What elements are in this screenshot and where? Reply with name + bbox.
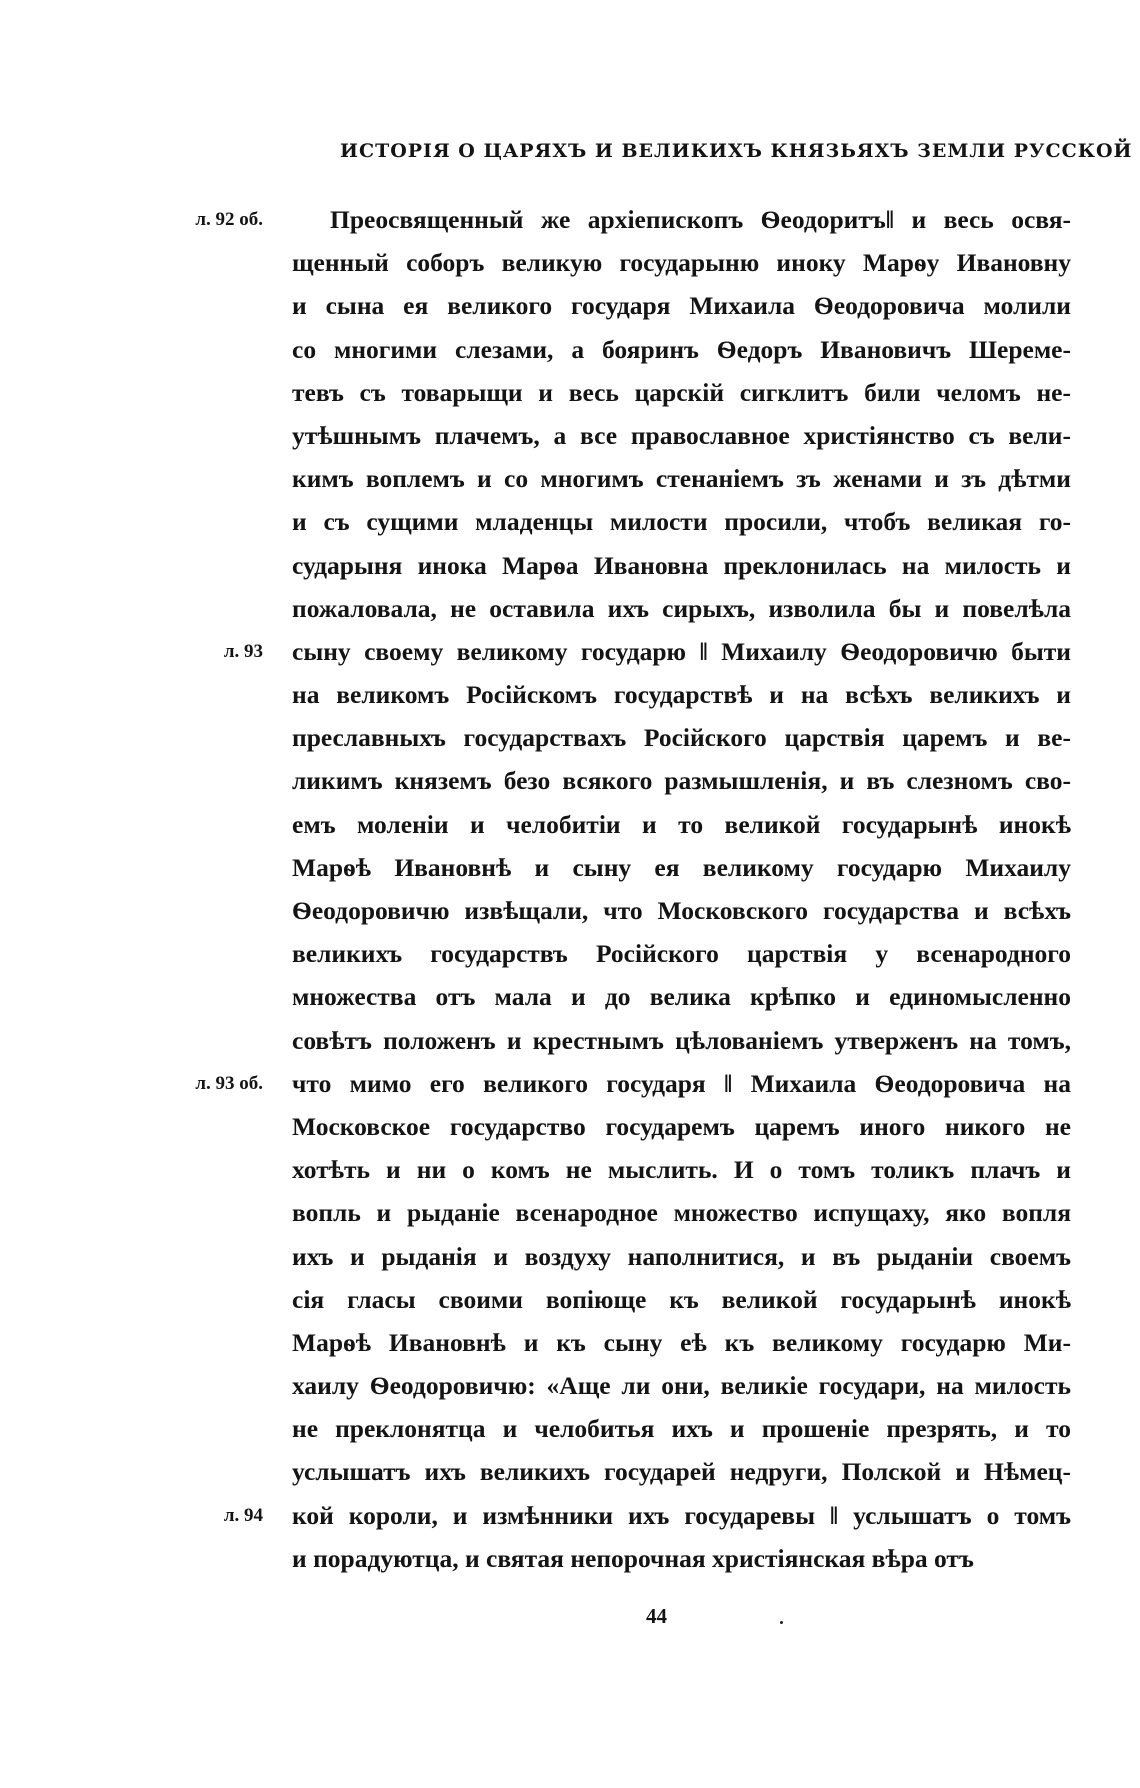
text-line-content: Марѳѣ Ивановнѣ и къ сыну еѣ къ великому государю Ми- [292, 1327, 1071, 1357]
text-line [292, 716, 1071, 759]
text-line [292, 975, 1071, 1018]
text-line [292, 500, 1071, 543]
text-line-content: утѣшнымъ плачемъ, а все православное христіянство съ вели- [292, 420, 1071, 450]
text-line-content: Преосвященный же архіепископъ Ѳеодоритъ‖ и весь освя- [330, 205, 1071, 234]
text-line-content: ихъ и рыданія и воздуху наполнитися, и въ рыданіи своемъ [292, 1241, 1071, 1271]
text-line-content: множества отъ мала и до велика крѣпко и единомысленно [292, 982, 1071, 1012]
folio-margin-note: л. 92 об. [195, 209, 263, 230]
text-line [292, 759, 1071, 802]
text-line [292, 1450, 1071, 1493]
print-speck [780, 1621, 783, 1624]
text-line-content: преславныхъ государствахъ Російского царствія царемъ и ве- [292, 723, 1071, 753]
text-line-content: пожаловала, не оставила ихъ сирыхъ, изволила бы и повелѣла [292, 593, 1071, 623]
text-line [292, 1407, 1071, 1450]
text-line-content: ликимъ княземъ безо всякого размышленія, и въ слезномъ сво- [292, 766, 1071, 796]
text-line-content: сыну своему великому государю ‖ Михаилу Ѳеодоровичю быти [292, 636, 1071, 666]
text-line-content: Московское государство государемъ царемъ иного никого не [292, 1111, 1071, 1141]
text-line-content: сія гласы своими вопіюще къ великой государынѣ инокѣ [292, 1284, 1071, 1314]
text-line [292, 1191, 1071, 1234]
text-line-content: сударыня инока Марѳа Ивановна преклонилась на милость и [292, 550, 1071, 580]
text-line [292, 1019, 1071, 1062]
text-line [292, 1235, 1071, 1278]
text-line-content: не преклонятца и челобитья ихъ и прошеніе презрять, и то [292, 1414, 1071, 1444]
text-line [223, 1494, 1071, 1537]
text-line [292, 371, 1071, 414]
text-line-content: вопль и рыданіе всенародное множество испущаху, яко вопля [292, 1198, 1071, 1228]
text-line-content: услышатъ ихъ великихъ государей недруги, Полской и Нѣмец- [292, 1457, 1071, 1487]
text-line [292, 1321, 1071, 1364]
text-line-content: Марѳѣ Ивановнѣ и сыну ея великому государю Михаилу [292, 852, 1071, 882]
text-line [292, 1105, 1071, 1148]
text-line [292, 803, 1071, 846]
text-line-content: емъ моленіи и челобитіи и то великой государынѣ инокѣ [292, 809, 1071, 839]
text-line [292, 241, 1071, 284]
text-line [195, 198, 1071, 241]
text-line [223, 630, 1071, 673]
text-line [292, 457, 1071, 500]
text-line-content: и сына ея великого государя Михаила Ѳеодоровича молили [292, 291, 1071, 321]
text-line-content: хотѣть и ни о комъ не мыслить. И о томъ толикъ плачъ и [292, 1155, 1071, 1185]
text-line [292, 673, 1071, 716]
text-line [292, 1537, 1071, 1580]
text-line-content: на великомъ Російскомъ государствѣ и на всѣхъ великихъ и [292, 680, 1071, 710]
body-text [195, 198, 1071, 1580]
text-line-content: великихъ государствъ Російского царствія у всенародного [292, 939, 1071, 969]
text-line-content: щенный соборъ великую государыню иноку Марѳу Ивановну [292, 248, 1071, 278]
text-line-content: и порадуютца, и святая непорочная христіянская вѣра отъ [292, 1543, 974, 1573]
text-line [292, 328, 1071, 371]
text-line [292, 414, 1071, 457]
folio-margin-note: л. 93 [223, 640, 263, 662]
page-number: 44 [646, 1604, 667, 1628]
folio-margin-note: л. 94 [223, 1504, 263, 1526]
text-line [292, 846, 1071, 889]
text-line [195, 1062, 1071, 1105]
text-line [292, 544, 1071, 587]
text-line [292, 284, 1071, 327]
folio-margin-note: л. 93 об. [195, 1072, 263, 1094]
running-title: ИСТОРІЯ О ЦАРЯХЪ И ВЕЛИКИХЪ КНЯЗЬЯХЪ ЗЕМЛИ РУССКОЙ [340, 140, 1133, 162]
text-line-content: что мимо его великого государя ‖ Михаила Ѳеодоровича на [292, 1068, 1071, 1098]
text-line-content: и съ сущими младенцы милости просили, чтобъ великая го- [292, 507, 1071, 537]
text-line-content: кой короли, и измѣнники ихъ государевы ‖ услышатъ о томъ [292, 1500, 1071, 1530]
text-line [292, 932, 1071, 975]
text-line-content: совѣтъ положенъ и крестнымъ цѣлованіемъ утверженъ на томъ, [292, 1025, 1071, 1055]
text-line-content: тевъ съ товарыщи и весь царскій сигклитъ били челомъ не- [292, 377, 1071, 407]
text-line [292, 587, 1071, 630]
text-line-content: со многими слезами, а бояринъ Ѳедоръ Ивановичъ Шереме- [292, 334, 1071, 364]
text-line [292, 1364, 1071, 1407]
text-line [292, 889, 1071, 932]
text-line [292, 1148, 1071, 1191]
text-line-content: хаилу Ѳеодоровичю: «Аще ли они, великіе государи, на милость [292, 1371, 1071, 1401]
text-line-content: кимъ воплемъ и со многимъ стенаніемъ зъ женами и зъ дѣтми [292, 464, 1071, 494]
text-line [292, 1278, 1071, 1321]
text-line-content: Ѳеодоровичю извѣщали, что Московского государства и всѣхъ [292, 896, 1071, 925]
